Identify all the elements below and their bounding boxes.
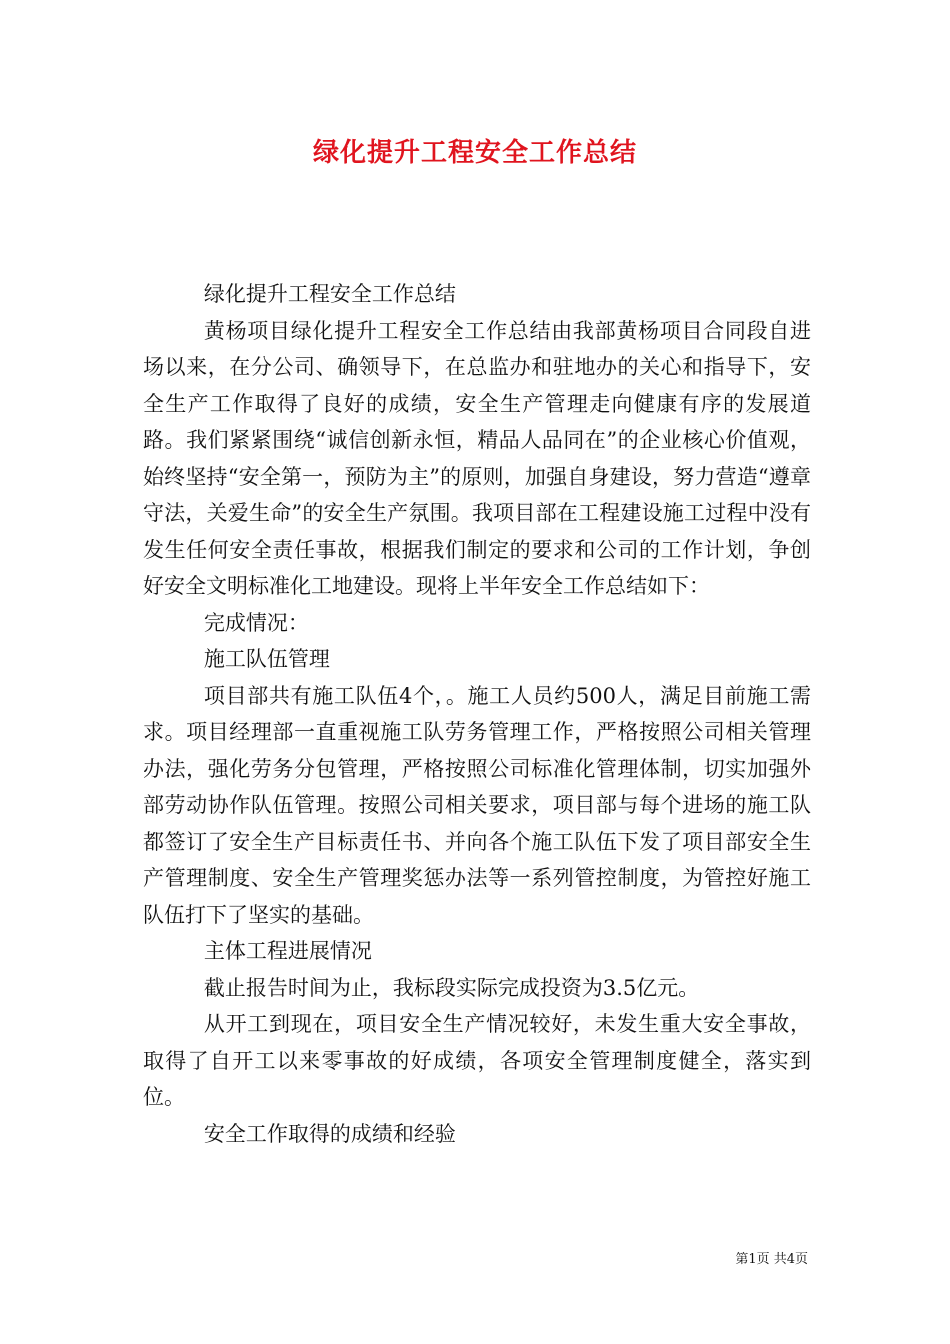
paragraph-team-management-heading: 施工队伍管理 <box>203 647 330 671</box>
document-title: 绿化提升工程安全工作总结 <box>312 138 637 168</box>
paragraph-completion-status: 完成情况： <box>203 610 309 635</box>
document-body <box>143 276 811 1152</box>
paragraph-progress-heading: 主体工程进展情况 <box>203 939 372 963</box>
paragraph-achievements-heading: 安全工作取得的成绩和经验 <box>203 1121 456 1146</box>
paragraph-intro: 黄杨项目绿化提升工程安全工作总结由我部黄杨项目合同段自进场以来，在分公司、确领导下，在总监办和驻地办的关心和指导下，安全生产工作取得了良好的成绩，安全生产管理走向健康有序的发展道路。我们紧紧围绕“诚信创新永恒，精品人品同在”的企业核心价值观，始终坚持“安全第一，预防为主”的原则，加强自身建设，努力营造“遵章守法，关爱生命”的安全生产氛围。我项目部在工程建设施工过程中没有发生任何安全责任事故，根据我们制定的要求和公司的工作计划，争创好安全文明标准化工地建设。现将上半年安全工作总结如下： <box>143 318 811 598</box>
paragraph-heading: 绿化提升工程安全工作总结 <box>203 282 456 306</box>
paragraph-investment: 截止报告时间为止，我标段实际完成投资为3.5亿元。 <box>203 975 700 1000</box>
page-number: 第1页 共4页 <box>735 1252 808 1267</box>
paragraph-safety-status: 从开工到现在，项目安全生产情况较好，未发生重大安全事故，取得了自开工以来零事故的好成绩，各项安全管理制度健全，落实到位。 <box>143 1012 811 1109</box>
paragraph-team-management: 项目部共有施工队伍4个，。施工人员约500人，满足目前施工需求。项目经理部一直重视施工队劳务管理工作，严格按照公司相关管理办法，强化劳务分包管理，严格按照公司标准化管理体制，切实加强外部劳动协作队伍管理。按照公司相关要求，项目部与每个进场的施工队都签订了安全生产目标责任书、并向各个施工队伍下发了项目部安全生产管理制度、安全生产管理奖惩办法等一系列管控制度，为管控好施工队伍打下了坚实的基础。 <box>143 683 811 927</box>
